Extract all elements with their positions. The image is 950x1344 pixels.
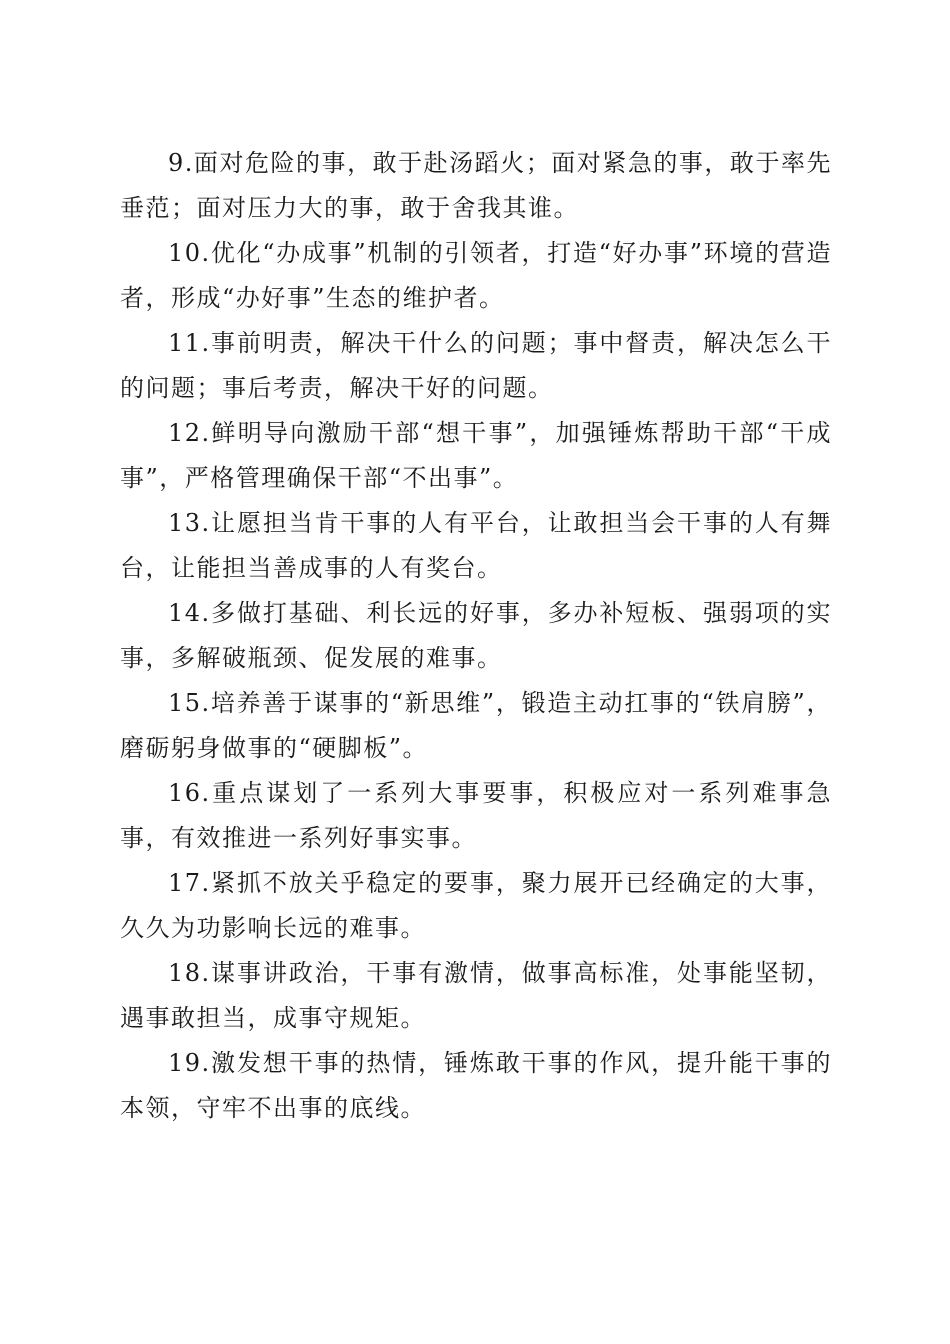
list-item-19: 19.激发想干事的热情，锤炼敢干事的作风，提升能干事的本领，守牢不出事的底线。 bbox=[120, 1049, 832, 1122]
list-item-13: 13.让愿担当肯干事的人有平台，让敢担当会干事的人有舞台，让能担当善成事的人有奖台。 bbox=[120, 509, 832, 582]
list-item-16: 16.重点谋划了一系列大事要事，积极应对一系列难事急事，有效推进一系列好事实事。 bbox=[120, 779, 832, 852]
list-item-9: 9.面对危险的事，敢于赴汤蹈火；面对紧急的事，敢于率先垂范；面对压力大的事，敢于舍我其谁。 bbox=[120, 149, 832, 222]
list-item-17: 17.紧抓不放关乎稳定的要事，聚力展开已经确定的大事，久久为功影响长远的难事。 bbox=[120, 869, 832, 942]
list-item-11: 11.事前明责，解决干什么的问题；事中督责，解决怎么干的问题；事后考责，解决干好的问题。 bbox=[120, 329, 832, 402]
document-body bbox=[120, 141, 832, 1131]
list-item-12: 12.鲜明导向激励干部“想干事”，加强锤炼帮助干部“干成事”，严格管理确保干部“不出事”。 bbox=[120, 419, 832, 492]
list-item-18: 18.谋事讲政治，干事有激情，做事高标准，处事能坚韧，遇事敢担当，成事守规矩。 bbox=[120, 959, 832, 1032]
list-item-14: 14.多做打基础、利长远的好事，多办补短板、强弱项的实事，多解破瓶颈、促发展的难事。 bbox=[120, 599, 832, 672]
list-item-15: 15.培养善于谋事的“新思维”，锻造主动扛事的“铁肩膀”，磨砺躬身做事的“硬脚板”。 bbox=[120, 689, 832, 762]
list-item-10: 10.优化“办成事”机制的引领者，打造“好办事”环境的营造者，形成“办好事”生态的维护者。 bbox=[120, 239, 832, 312]
